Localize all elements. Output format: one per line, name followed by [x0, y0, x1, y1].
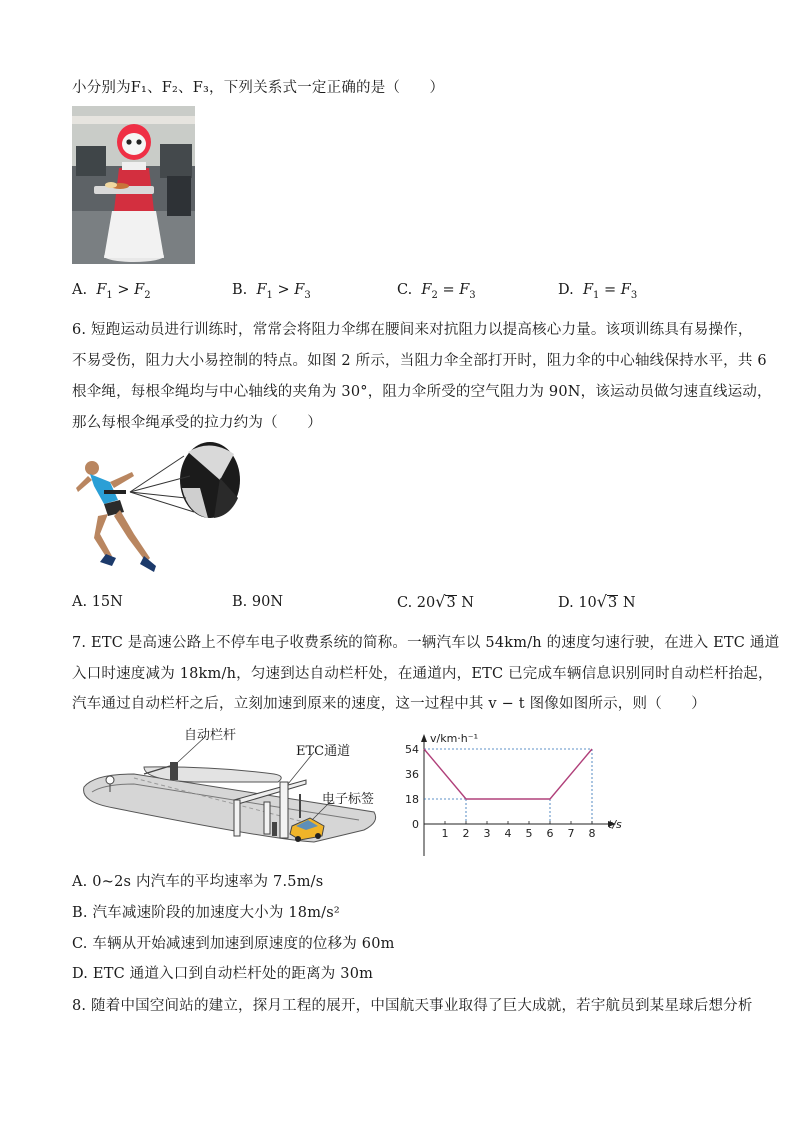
x-tick-6: 6: [546, 827, 554, 840]
x-axis-label: t/s: [608, 818, 622, 831]
vt-graph-svg: [392, 726, 632, 860]
x-tick-5: 5: [525, 827, 533, 840]
q8-line-1: 8. 随着中国空间站的建立，探月工程的展开，中国航天事业取得了巨大成就，若宇航员到某星球后想分析: [72, 998, 753, 1014]
x-tick-4: 4: [504, 827, 512, 840]
series-line-0: [424, 749, 592, 799]
q6-line-1: 6. 短跑运动员进行训练时，常常会将阻力伞绑在腰间来对抗阻力以提高核心力量。该项训练具有易操作，: [72, 322, 753, 338]
q6-option-d: D. 10√3 N: [558, 592, 636, 611]
vt-graph: [392, 726, 632, 864]
q6-line-3: 根伞绳，每根伞绳均与中心轴线的夹角为 30°，阻力伞所受的空气阻力为 90N，该运动员做匀速直线运动，: [72, 384, 772, 400]
label-gate: 自动栏杆: [184, 728, 237, 743]
y-tick-0: 0: [412, 818, 419, 831]
q7-option-c: C. 车辆从开始减速到加速到原速度的位移为 60m: [72, 936, 395, 952]
q5-stem: 小分别为F₁、F₂、F₃，下列关系式一定正确的是（ ）: [72, 80, 445, 96]
x-tick-3: 3: [483, 827, 491, 840]
q6-option-a: A. 15N: [72, 594, 123, 610]
robot-waiter-photo: [72, 106, 195, 268]
x-tick-1: 1: [441, 827, 449, 840]
q6-line-4: 那么每根伞绳承受的拉力约为（ ）: [72, 415, 322, 431]
q7-option-a: A. 0~2s 内汽车的平均速率为 7.5m/s: [72, 874, 324, 890]
runner-parachute-figure: [70, 438, 246, 580]
label-etc-lane: ETC通道: [296, 744, 351, 759]
x-tick-7: 7: [567, 827, 575, 840]
label-electronic-tag: 电子标签: [322, 792, 375, 807]
etc-lane-illustration: [74, 722, 384, 861]
q7-option-d: D. ETC 通道入口到自动栏杆处的距离为 30m: [72, 966, 374, 982]
q7-line-2: 入口时速度减为 18km/h，匀速到达自动栏杆处，在通道内，ETC 已完成车辆信息识别同时自动栏杆抬起，: [72, 666, 773, 682]
y-axis-label: v/km·h⁻¹: [430, 732, 478, 745]
q5-option-b: B. $F_1 > F_3$: [232, 282, 311, 301]
q5-option-c: C. $F_2 = F_3$: [397, 282, 476, 301]
q7-line-3: 汽车通过自动栏杆之后，立刻加速到原来的速度，这一过程中其 v − t 图像如图所示，则（ ）: [72, 696, 707, 712]
q6-line-2: 不易受伤，阻力大小易控制的特点。如图 2 所示，当阻力伞全部打开时，阻力伞的中心轴线保持水平，共 6: [72, 353, 767, 369]
q7-option-b: B. 汽车减速阶段的加速度大小为 18m/s²: [72, 905, 340, 921]
y-axis-arrow: [421, 734, 427, 742]
y-tick-36: 36: [405, 768, 419, 781]
q6-option-b: B. 90N: [232, 594, 284, 610]
y-tick-54: 54: [405, 743, 419, 756]
q7-line-1: 7. ETC 是高速公路上不停车电子收费系统的简称。一辆汽车以 54km/h 的速度匀速行驶，在进入 ETC 通道: [72, 635, 780, 651]
y-tick-18: 18: [405, 793, 419, 806]
x-tick-2: 2: [462, 827, 470, 840]
q5-option-a: A. $F_1 > F_2$: [72, 282, 151, 301]
x-tick-8: 8: [588, 827, 596, 840]
q6-option-c: C. 20√3 N: [397, 592, 474, 611]
q5-option-d: D. $F_1 = F_3$: [558, 282, 638, 301]
